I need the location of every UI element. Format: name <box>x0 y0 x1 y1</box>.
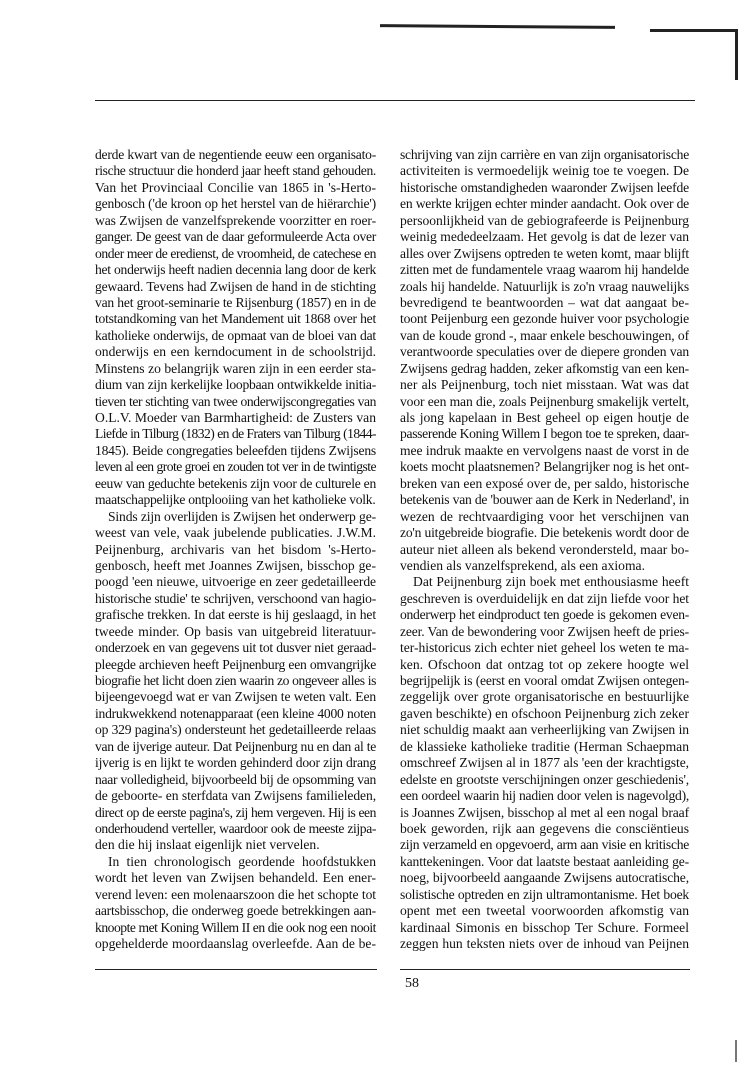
text-line: genbosch ('de kroon op het herstel van de hiërarchie') <box>95 196 376 212</box>
text-line: boek geworden, rijk aan gegevens die consciëntieus <box>400 820 689 836</box>
text-line: historische omstandigheden waaronder Zwijsen leefde <box>400 179 689 195</box>
text-line: breken van een exposé over de, per saldo, historische <box>400 475 690 491</box>
text-line: auteur niet alleen als bekend verondersteld, maar bo- <box>400 541 689 557</box>
text-line: Minstens zo belangrijk waren zijn in een eerder sta- <box>95 360 376 376</box>
text-line: ganger. De geest van de daar geformuleerde Acta over <box>95 229 376 245</box>
text-line: gewaard. Tevens had Zwijsen de hand in de stichting <box>95 278 376 294</box>
text-line: edelste en grootste verschijningen onzer geschiedenis', <box>400 771 689 787</box>
text-line: van de ijverige auteur. Dat Peijnenburg nu en dan al te <box>95 738 376 754</box>
text-line: derde kwart van de negentiende eeuw een organisato- <box>95 147 376 162</box>
text-line: 1845). Beide congregaties beleefden tijdens Zwijsens <box>95 442 376 458</box>
text-line: den die hij inslaat eigenlijk niet vervelen. <box>95 837 320 853</box>
text-line: Liefde in Tilburg (1832) en de Fraters van Tilburg (1844- <box>95 426 376 442</box>
text-line: was Zwijsen de vanzelfsprekende voorzitter en roer- <box>95 212 376 228</box>
text-line: het onderwijs heeft nadien decennia lang door de kerk <box>95 262 376 278</box>
text-line: pleegde archieven heeft Peijnenburg een omvangrijke <box>95 656 376 672</box>
text-line: Dat Peijnenburg zijn boek met enthousiasme heeft <box>413 574 689 590</box>
footer-rule-right <box>400 969 690 970</box>
text-line: zeggen hun teksten niets over de inhoud van Peijnen <box>400 936 689 951</box>
text-line: ter-historicus zich echter niet geheel los weten te ma- <box>400 640 689 656</box>
text-line: direct op de eerste pagina's, zij hem vergeven. Hij is een <box>95 804 376 820</box>
text-line: maatschappelijke ontplooiing van het katholieke volk. <box>95 492 376 508</box>
text-line: geschreven is overduidelijk en dat zijn liefde voor het <box>400 590 689 606</box>
footer-rule-left <box>95 969 377 970</box>
text-line: weest van vele, vaak jubelende publicaties. J.W.M. <box>95 525 376 541</box>
scan-edge-top-right <box>650 29 738 32</box>
text-line: In tien chronologisch geordende hoofdstukken <box>108 853 376 869</box>
text-line: een oordeel waarin hij nadien door velen is nagevolgd), <box>400 788 689 804</box>
text-line: is Joannes Zwijsen, bisschop al met al een nogal braaf <box>400 804 689 820</box>
text-line: van het groot-seminarie te Rijsenburg (1857) en in de <box>95 294 376 310</box>
text-line: bevredigend te beantwoorden – wat dat aangaat be- <box>400 294 689 310</box>
text-line: activiteiten is vermoedelijk weinig toe te voegen. De <box>400 163 689 179</box>
text-line: grafische trekken. In dat eerste is hij geslaagd, in het <box>95 607 376 623</box>
text-line: genbosch, heeft met Joannes Zwijsen, bisschop ge- <box>95 557 376 573</box>
text-line: tweede minder. Op basis van uitgebreid literatuur- <box>95 623 376 639</box>
text-line: kanttekeningen. Voor dat laatste bestaat aanleiding ge- <box>400 853 689 869</box>
text-line: alles over Zwijsens optreden te weten komt, maar blijft <box>400 245 689 261</box>
text-line: zitten met de fundamentele vraag waarom hij handelde <box>400 262 689 278</box>
text-line: persoonlijkheid van de gebiografeerde is Peijnenburg <box>400 212 689 228</box>
text-line: voor een man die, zoals Peijnenburg smakelijk vertelt, <box>400 393 689 409</box>
text-line: O.L.V. Moeder van Barmhartigheid: de Zusters van <box>95 410 376 425</box>
text-column-right <box>400 147 689 952</box>
text-line: de geboorte- en sterfdata van Zwijsens familieleden, <box>95 788 376 804</box>
scan-mark-bottom-right <box>735 1040 737 1062</box>
text-line: verend leven: een molenaarszoon die het schopte tot <box>95 886 376 902</box>
text-column-left <box>95 147 376 952</box>
text-line: eeuw van geduchte betekenis zijn voor de culturele en <box>95 475 376 491</box>
text-line: vendien als vanzelfsprekend, als een axioma. <box>400 557 645 573</box>
text-line: naar volledigheid, bijvoorbeeld bij de opsomming van <box>95 771 376 787</box>
scan-edge-top-left <box>380 24 615 29</box>
text-line: begrijpelijk is (eerst en vooral omdat Zwijsen ontegen- <box>400 673 689 688</box>
page-number: 58 <box>405 976 419 991</box>
text-line: zeggelijk over grote organisatorische en bestuurlijke <box>400 689 689 705</box>
text-line: tieven ter stichting van twee onderwijscongregaties van <box>95 393 376 409</box>
text-line: wezen de rechtvaardiging voor het verschijnen van <box>400 508 689 524</box>
text-line: koets mocht plaatsnemen? Belangrijker nog is het ont- <box>400 459 689 475</box>
text-line: ner als Peijnenburg, toch niet misstaan. Wat was dat <box>400 377 689 393</box>
text-line: bijeengevoegd wat er van Zwijsen te weten valt. Een <box>95 689 376 705</box>
text-line: katholieke onderwijs, de opmaat van de bloei van dat <box>95 327 376 343</box>
text-line: ijverig is en lijkt te worden gehinderd door zijn drang <box>95 755 376 771</box>
text-line: gaven beschikte) en ofschoon Peijnenburg zich zeker <box>400 705 689 721</box>
text-line: opgehelderde moordaanslag overleefde. Aan de be- <box>95 936 376 951</box>
text-line: op 329 pagina's) ondersteunt het gedetailleerde relaas <box>95 722 376 738</box>
text-line: onderwijs en een kerndocument in de schoolstrijd. <box>95 344 376 360</box>
text-line: poogd 'een nieuwe, uitvoerige en zeer gedetailleerde <box>95 574 376 590</box>
text-line: knoopte met Koning Willem II en die ook nog een nooit <box>95 919 376 935</box>
text-line: Peijnenburg, archivaris van het bisdom 's-Herto- <box>95 541 376 557</box>
text-line: opent met een tweetal voorwoorden afkomstig van <box>400 903 689 919</box>
text-line: biografie het licht doen zien waarin zo ongeveer alles is <box>95 673 376 688</box>
text-line: schrijving van zijn carrière en van zijn organisatorische <box>400 147 689 162</box>
text-line: niet schuldig maakt aan verheerlijking van Zwijsen in <box>400 722 689 738</box>
text-line: weinig mededeelzaam. Het gevolg is dat de lezer van <box>400 229 689 245</box>
text-line: onderwerp het eindproduct ten goede is gekomen even- <box>400 607 689 623</box>
text-line: kardinaal Simonis en bisschop Ter Schure. Formeel <box>400 919 689 935</box>
text-line: leven al een grote groei en zouden tot ver in de twintigste <box>95 459 376 475</box>
text-line: onderhoudend verteller, waardoor ook de meeste zijpa- <box>95 820 376 836</box>
text-line: zoals hij handelde. Natuurlijk is zo'n vraag nauwelijks <box>400 278 689 294</box>
text-line: mee indruk maakte en vervolgens naast de vorst in de <box>400 442 689 458</box>
text-line: passerende Koning Willem I begon toe te spreken, daar- <box>400 426 689 442</box>
text-line: betekenis van de 'bouwer aan de Kerk in Nederland', in <box>400 492 689 508</box>
text-line: verantwoorde speculaties over de diepere gronden van <box>400 344 689 360</box>
text-line: als jong kapelaan in Best geheel op eigen houtje de <box>400 410 689 425</box>
text-line: indrukwekkend notenapparaat (een kleine 4000 noten <box>95 705 376 721</box>
text-line: en werkte krijgen echter minder aandacht. Ook over de <box>400 196 689 212</box>
text-line: ken. Ofschoon dat ontzag tot op zekere hoogte wel <box>400 656 689 672</box>
text-line: Sinds zijn overlijden is Zwijsen het onderwerp ge- <box>108 508 376 524</box>
text-line: zeer. Van de bewondering voor Zwijsen heeft de pries- <box>400 623 689 639</box>
text-line: solistische optreden en zijn ultramontanisme. Het boek <box>400 886 689 902</box>
text-line: zijn verzameld en opgevoerd, arm aan visie en kritische <box>400 837 689 853</box>
text-line: Zwijsens gedrag hadden, zeker afkomstig van een ken- <box>400 360 689 376</box>
text-line: de klassieke katholieke traditie (Herman Schaepman <box>400 738 689 754</box>
text-line: zo'n uitgebreide biografie. Die betekenis wordt door de <box>400 525 689 541</box>
text-line: historische studie' te schrijven, verschoond van hagio- <box>95 590 376 606</box>
text-line: rische structuur die honderd jaar heeft stand gehouden. <box>95 163 376 179</box>
text-line: onder meer de eredienst, de vroomheid, de catechese en <box>95 245 376 261</box>
text-line: onderzoek en van gegevens uit tot dusver niet geraad- <box>95 640 376 656</box>
text-line: van de koude grond -, maar enkele beschouwingen, of <box>400 327 689 343</box>
text-line: wordt het leven van Zwijsen behandeld. Een ener- <box>95 870 376 886</box>
text-line: toont Peijenburg een gezonde huiver voor psychologie <box>400 311 689 327</box>
text-line: noeg, bijvoorbeeld aangaande Zwijsens autocratische, <box>400 870 689 886</box>
text-line: omschreef Zwijsen al in 1877 als 'een der krachtigste, <box>400 755 689 771</box>
text-line: totstandkoming van het Mandement uit 1868 over het <box>95 311 376 327</box>
text-line: Van het Provinciaal Concilie van 1865 in 's-Herto- <box>95 179 376 195</box>
text-line: dium van zijn kerkelijke loopbaan ontwikkelde initia- <box>95 377 376 393</box>
text-line: aartsbisschop, die onderweg goede betrekkingen aan- <box>95 903 376 919</box>
header-rule <box>95 100 695 101</box>
